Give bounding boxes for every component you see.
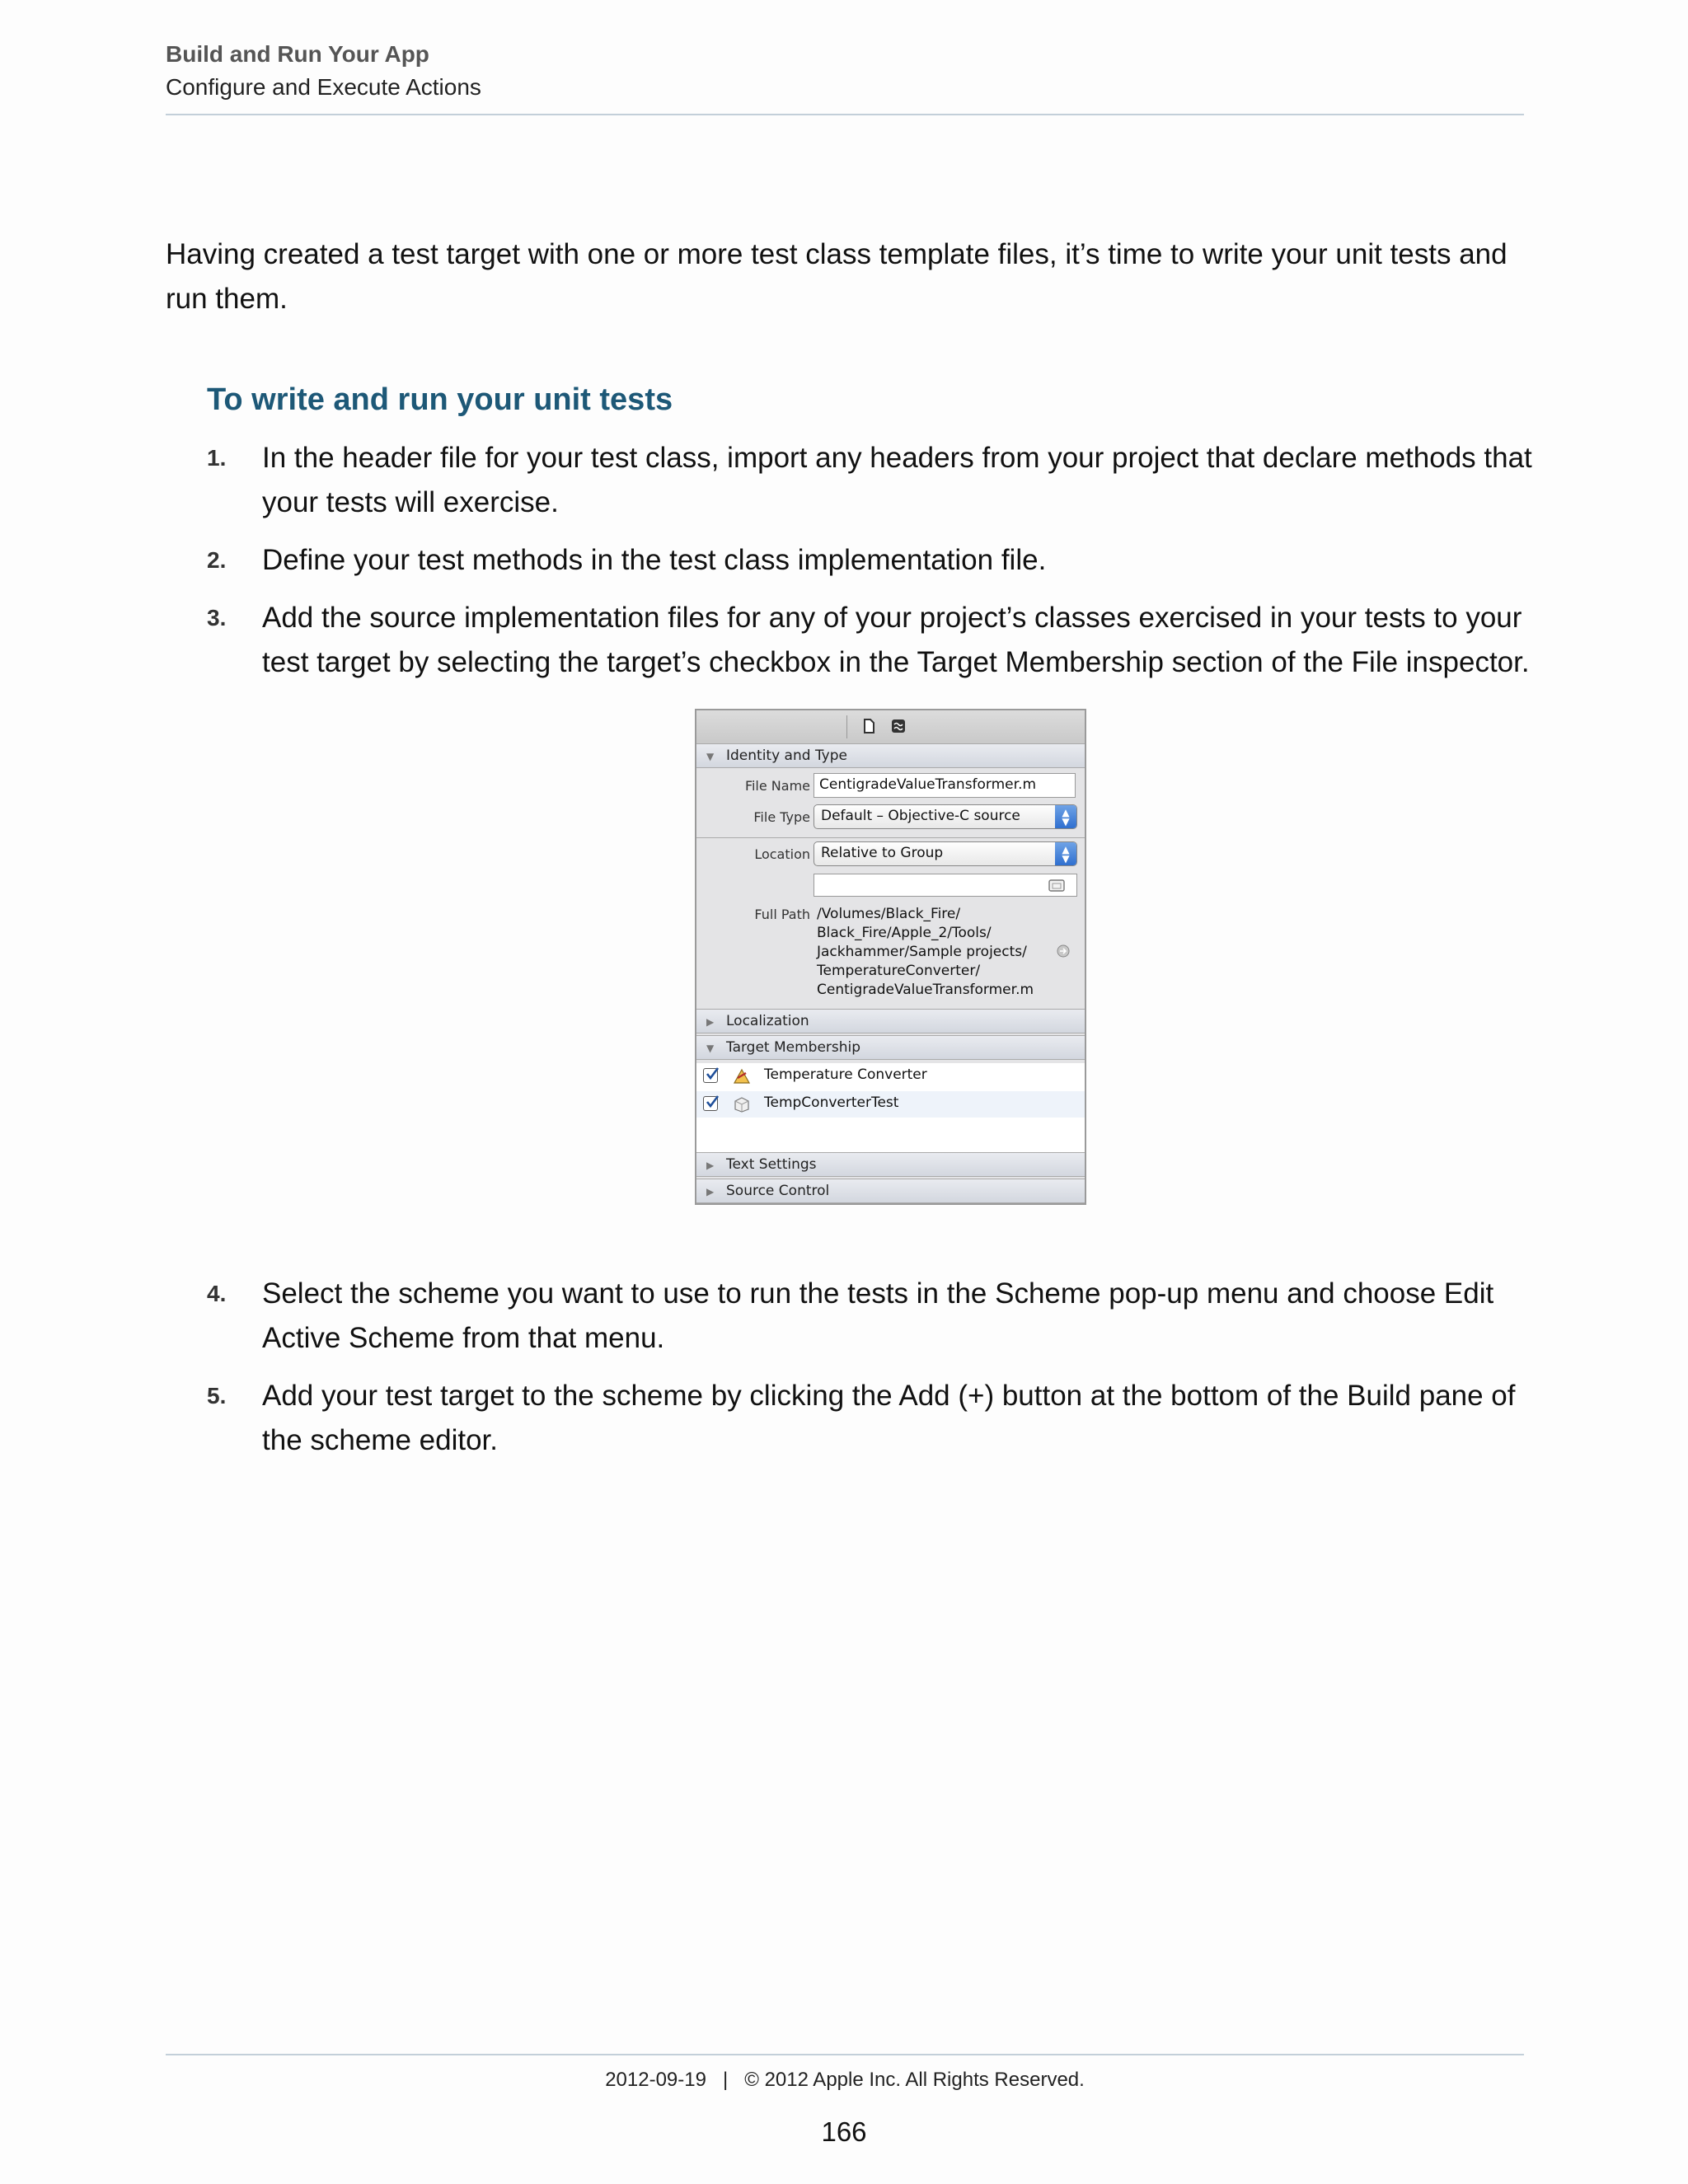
step-3: [207, 596, 1542, 685]
app-target-icon: [733, 1068, 751, 1085]
full-path-line: CentigradeValueTransformer.m: [817, 982, 1034, 998]
checkmark-icon: [705, 1094, 720, 1109]
location-label: Location: [754, 846, 810, 862]
quick-help-icon[interactable]: [889, 717, 907, 735]
step-number: 2.: [207, 547, 227, 573]
page-number: 166: [821, 2116, 867, 2147]
step-text: Define your test methods in the test class implementation file.: [262, 544, 1047, 576]
disclosure-open-icon[interactable]: ▼: [706, 1043, 715, 1054]
target-row[interactable]: [696, 1091, 1085, 1118]
full-path-line: /Volumes/Black_Fire/: [817, 906, 961, 922]
step-number: 1.: [207, 445, 227, 471]
file-name-label: File Name: [744, 778, 810, 794]
step-number: 3.: [207, 605, 227, 630]
target-membership-section-header[interactable]: [696, 1035, 1085, 1060]
chapter-title: Build and Run Your App: [166, 41, 429, 67]
checkmark-icon: [705, 1066, 720, 1081]
step-text: Add the source implementation files for any of your project’s classes exercised in your tests to your test target by selecting the target’s checkbox in the Target Membership section of the File inspector.: [262, 602, 1530, 678]
localization-section-header[interactable]: [696, 1009, 1085, 1033]
step-5: [207, 1374, 1542, 1463]
section-label: Target Membership: [726, 1039, 861, 1056]
target-checkbox[interactable]: [703, 1068, 718, 1083]
file-name-field[interactable]: CentigradeValueTransformer.m: [814, 773, 1076, 798]
step-number: 5.: [207, 1383, 227, 1408]
file-type-popup[interactable]: [814, 804, 1077, 829]
footer-rule: [166, 2054, 1524, 2055]
section-label: Identity and Type: [726, 748, 847, 764]
target-label: TempConverterTest: [764, 1094, 899, 1111]
target-label: Temperature Converter: [764, 1066, 927, 1083]
target-membership-list: [696, 1063, 1085, 1152]
source-control-section-header[interactable]: [696, 1179, 1085, 1203]
step-1: [207, 436, 1542, 525]
intro-paragraph: Having created a test target with one or more test class template files, it’s time to write your unit tests and run them.: [166, 238, 1507, 315]
identity-section-header[interactable]: [696, 743, 1085, 768]
inspector-toolbar: [696, 710, 1085, 744]
section-label: Text Settings: [726, 1156, 817, 1173]
section-label: Source Control: [726, 1183, 830, 1199]
footer-separator: |: [722, 2069, 729, 2091]
disclosure-closed-icon[interactable]: ▶: [706, 1160, 715, 1171]
footer: [166, 2069, 1524, 2092]
section-title: Configure and Execute Actions: [166, 74, 481, 100]
target-checkbox[interactable]: [703, 1096, 718, 1111]
disclosure-open-icon[interactable]: ▼: [706, 751, 715, 762]
file-inspector-screenshot: [695, 709, 1086, 1205]
full-path-label: Full Path: [754, 907, 810, 922]
task-heading: To write and run your unit tests: [207, 382, 673, 417]
file-type-label: File Type: [753, 809, 810, 825]
step-2: [207, 538, 1542, 583]
header-rule: [166, 114, 1524, 115]
footer-copyright: © 2012 Apple Inc. All Rights Reserved.: [744, 2069, 1085, 2091]
file-icon[interactable]: [860, 717, 878, 735]
disclosure-closed-icon[interactable]: ▶: [706, 1186, 715, 1197]
full-path-line: TemperatureConverter/: [817, 963, 981, 979]
running-header: [166, 38, 1524, 104]
folder-browse-icon[interactable]: [1048, 878, 1066, 893]
step-4: [207, 1272, 1542, 1361]
footer-date: 2012-09-19: [605, 2069, 706, 2091]
location-popup[interactable]: [814, 841, 1077, 866]
toolbar-divider: [846, 715, 847, 738]
test-bundle-icon: [733, 1096, 751, 1113]
popup-arrows-icon: ▲ ▼: [1055, 805, 1076, 828]
target-row[interactable]: [696, 1063, 1085, 1090]
step-text: In the header file for your test class, import any headers from your project that declare methods that your tests will exercise.: [262, 442, 1532, 518]
section-label: Localization: [726, 1013, 809, 1029]
step-number: 4.: [207, 1281, 227, 1306]
full-path-line: Jackhammer/Sample projects/: [817, 944, 1027, 960]
step-text: Add your test target to the scheme by clicking the Add (+) button at the bottom of the Build pane of the scheme editor.: [262, 1380, 1516, 1456]
location-value: Relative to Group: [821, 845, 944, 861]
path-field[interactable]: [814, 874, 1077, 897]
popup-arrows-icon: ▲ ▼: [1055, 842, 1076, 865]
step-text: Select the scheme you want to use to run the tests in the Scheme pop-up menu and choose Edit Active Scheme from that menu.: [262, 1277, 1494, 1354]
divider: [696, 837, 1085, 838]
file-type-value: Default – Objective-C source: [821, 808, 1020, 824]
text-settings-section-header[interactable]: [696, 1152, 1085, 1177]
full-path-line: Black_Fire/Apple_2/Tools/: [817, 925, 992, 941]
disclosure-closed-icon[interactable]: ▶: [706, 1016, 715, 1028]
reveal-in-finder-icon[interactable]: [1056, 944, 1071, 958]
